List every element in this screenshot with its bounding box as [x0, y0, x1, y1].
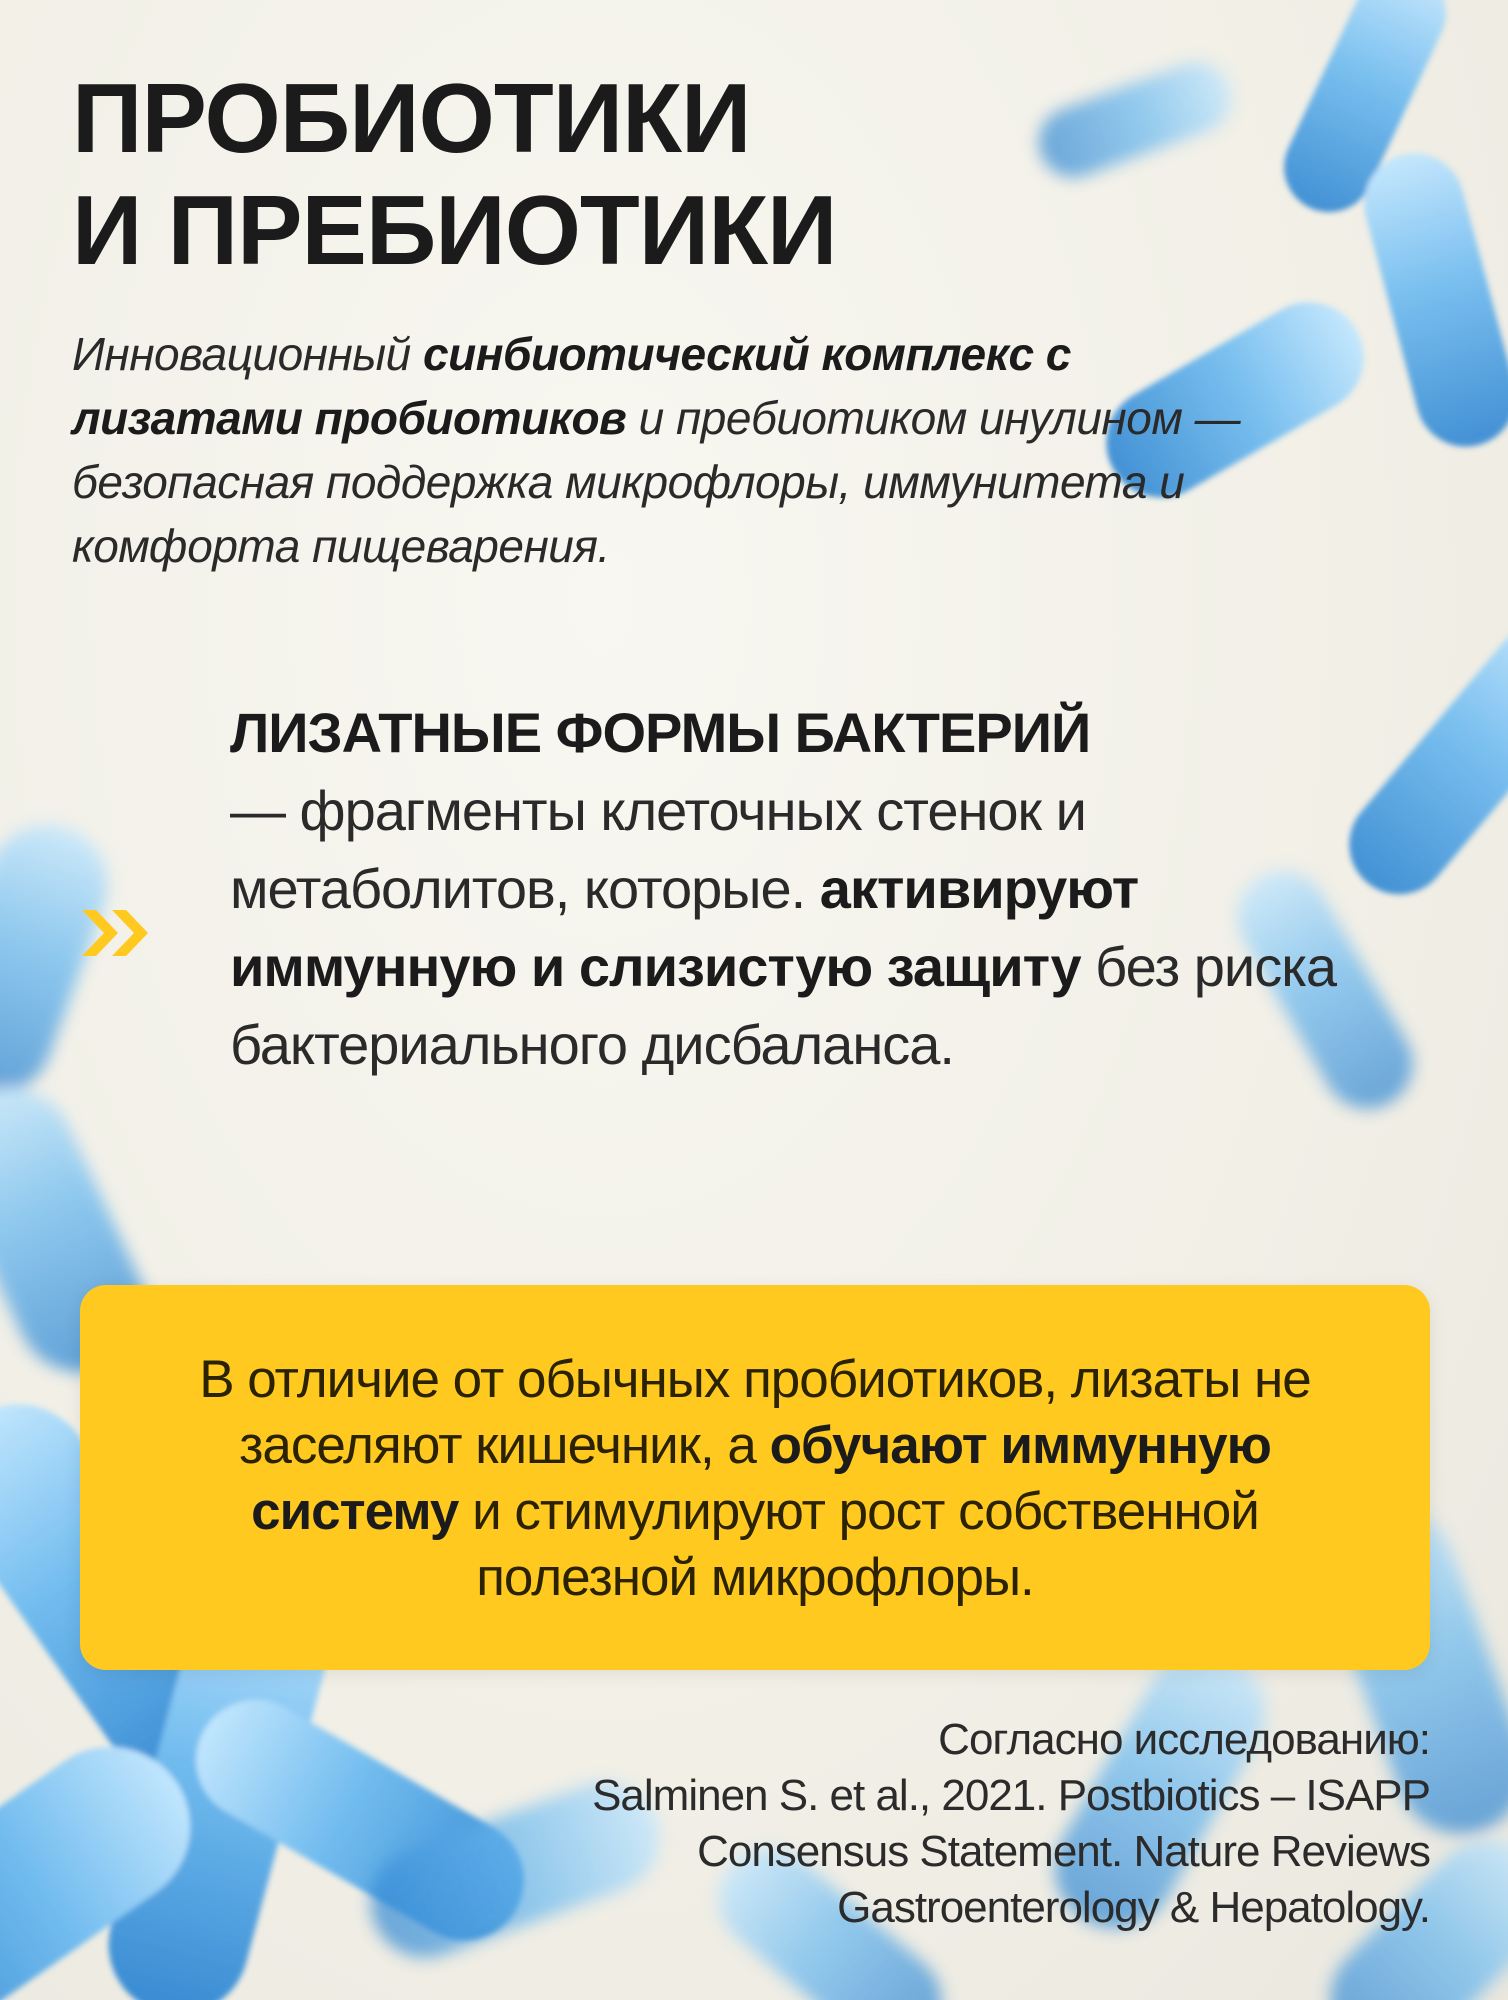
- intro-text-1: Инновационный: [72, 328, 424, 380]
- lysate-text-2: без риска бактериального дисбаланса.: [230, 935, 1337, 1076]
- intro-text-2: и пребиотиком инулином — безопасная поддержка микрофлоры, иммунитета и комфорта пищеварения.: [72, 392, 1241, 572]
- double-chevron-right-icon: [82, 906, 156, 960]
- intro-paragraph: [72, 322, 1272, 578]
- title-line-2: И ПРЕБИОТИКИ: [72, 175, 837, 285]
- intro-bold-1: синбиотический комплекс с лизатами пробиотиков: [72, 328, 1071, 444]
- callout-box: [80, 1285, 1430, 1670]
- lysate-heading: ЛИЗАТНЫЕ ФОРМЫ БАКТЕРИЙ: [230, 701, 1091, 764]
- callout-bold-1: обучают иммунную систему: [251, 1416, 1271, 1541]
- lysate-bold-1: активируют иммунную и слизистую защиту: [230, 857, 1139, 998]
- title-line-1: ПРОБИОТИКИ: [72, 63, 751, 173]
- source-citation: [430, 1712, 1430, 1936]
- callout-text-2: и стимулируют рост собственной полезной микрофлоры.: [458, 1482, 1259, 1607]
- source-line-4: Gastroenterology & Hepatology.: [837, 1883, 1430, 1932]
- callout-text-1: В отличие от обычных пробиотиков, лизаты не заселяют кишечник, а: [199, 1350, 1311, 1475]
- source-line-2: Salminen S. et al., 2021. Postbiotics – ISAPP: [592, 1771, 1430, 1820]
- lysate-paragraph: [230, 694, 1380, 1084]
- callout-text: [140, 1347, 1370, 1611]
- page-title: [72, 62, 1172, 286]
- source-line-3: Consensus Statement. Nature Reviews: [697, 1827, 1430, 1876]
- source-line-1: Согласно исследованию:: [938, 1715, 1430, 1764]
- lysate-text-1: — фрагменты клеточных стенок и метаболитов, которые.: [230, 779, 1086, 920]
